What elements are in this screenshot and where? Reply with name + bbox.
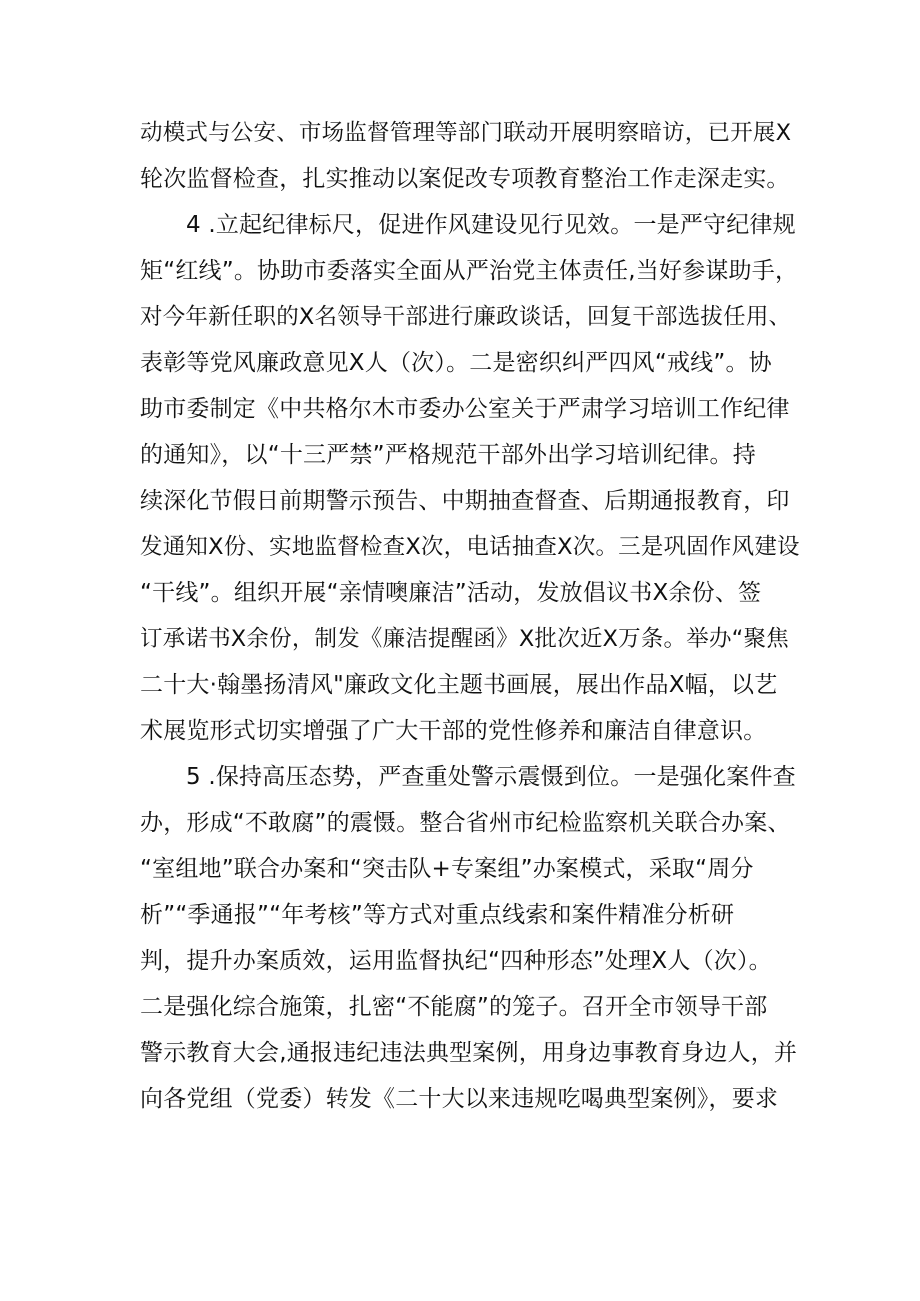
- document-line: 表彰等党风廉政意见X人（次）。二是密织纠严四风“戒线”。协: [140, 350, 772, 376]
- document-line: “干线”。组织开展“亲情噢廉洁”活动，发放倡议书X余份、签: [140, 580, 762, 606]
- document-line: 矩“红线”。协助市委落实全面从严治党主体责任,当好参谋助手，: [140, 258, 799, 284]
- document-line: 办，形成“不敢腐”的震慑。整合省州市纪检监察机关联合办案、: [140, 810, 791, 836]
- document-line: 析”“季通报”“年考核”等方式对重点线索和案件精准分析研: [140, 902, 735, 928]
- document-line: 判，提升办案质效，运用监督执纪“四种形态”处理X人（次）。: [140, 948, 772, 974]
- document-line: 轮次监督检查，扎实推动以案促改专项教育整治工作走深走实。: [140, 166, 790, 192]
- document-line: 发通知X份、实地监督检查X次，电话抽查X次。三是巩固作风建设: [140, 534, 800, 560]
- document-line: 订承诺书X余份，制发《廉洁提醒函》X批次近X万条。举办“聚焦: [140, 626, 789, 652]
- document-line: 续深化节假日前期警示预告、中期抽查督查、后期通报教育，印: [140, 488, 790, 514]
- document-line: 5 .保持高压态势，严查重处警示震慑到位。一是强化案件查: [186, 764, 796, 790]
- document-line: “室组地”联合办案和“突击队+专案组”办案模式，采取“周分: [140, 856, 754, 882]
- document-line: 助市委制定《中共格尔木市委办公室关于严肃学习培训工作纪律: [140, 396, 790, 422]
- document-line: 术展览形式切实增强了广大干部的党性修养和廉洁自律意识。: [140, 718, 767, 744]
- document-line: 二十大·翰墨扬清风"廉政文化主题书画展，展出作品X幅，以艺: [140, 672, 778, 698]
- document-line: 二是强化综合施策，扎密“不能腐”的笼子。召开全市领导干部: [140, 994, 768, 1020]
- document-line: 的通知》，以“十三严禁”严格规范干部外出学习培训纪律。持: [140, 442, 756, 468]
- document-line: 动模式与公安、市场监督管理等部门联动开展明察暗访，已开展X: [140, 120, 792, 146]
- document-line: 4 .立起纪律标尺，促进作风建设见行见效。一是严守纪律规: [186, 212, 796, 238]
- document-line: 向各党组（党委）转发《二十大以来违规吃喝典型案例》，要求: [140, 1086, 779, 1112]
- document-line: 警示教育大会,通报违纪违法典型案例，用身边事教育身边人，并: [140, 1040, 798, 1066]
- document-body: [140, 110, 800, 1122]
- document-line: 对今年新任职的X名领导干部进行廉政谈话，回复干部选拔任用、: [140, 304, 792, 330]
